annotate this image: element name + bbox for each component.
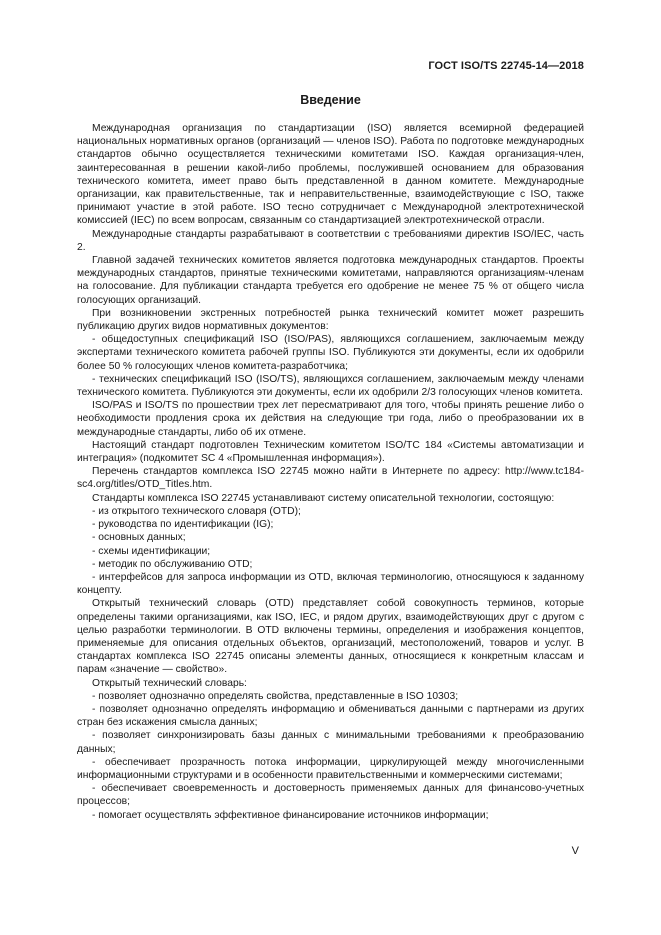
- list-item: - обеспечивает прозрачность потока информации, циркулирующей между многочисленными информационными структурами и в особенности правительственными и коммерческими системами;: [77, 756, 584, 781]
- list-item: - методик по обслуживанию OTD;: [92, 558, 253, 570]
- paragraph: Международные стандарты разрабатывают в соответствии с требованиями директив ISO/IEC, часть 2.: [77, 228, 584, 253]
- list-item: - технических спецификаций ISO (ISO/TS), являющихся соглашением, заключаемым между членами технического комитета. Публикуются эти документы, если их одобрили 2/3 голосующих членов комитета.: [77, 373, 584, 399]
- list-item: - обеспечивает своевременность и достоверность применяемых данных для финансово-учетных процессов;: [77, 783, 584, 808]
- list-item: - из открытого технического словаря (OTD);: [92, 505, 301, 517]
- list-item: - позволяет однозначно определять информацию и обмениваться данными с партнерами из других стран без искажения смысла данных;: [77, 703, 584, 729]
- page-number: V: [571, 845, 579, 857]
- paragraph: Перечень стандартов комплекса ISO 22745 можно найти в Интернете по адресу: http://www.tc184-sc4.org/titles/OTD_Titles.htm.: [77, 466, 584, 491]
- list-item: - интерфейсов для запроса информации из OTD, включая терминологию, относящуюся к заданному концепту.: [77, 571, 584, 597]
- section-title: Введение: [300, 93, 361, 107]
- paragraph: При возникновении экстренных потребностей рынка технический комитет может разрешить публикацию других видов нормативных документов:: [77, 307, 584, 333]
- list-item: - схемы идентификации;: [92, 545, 211, 557]
- list-item: - руководства по идентификации (IG);: [92, 519, 274, 531]
- list-item: - помогает осуществлять эффективное финансирование источников информации;: [92, 809, 489, 821]
- paragraph: Международная организация по стандартизации (ISO) является всемирной федерацией национальных нормативных органов (организаций — членов ISO). Работа по подготовке международных стандартов обычно осуществляется техническими комитетами ISO. Каждая организация-член, заинтересованная в решении какой-либо проблемы, послужившей основанием для образования технического комитета, имеет право быть представленной в данном комитете. Международные организации, как правительственные, так и неправительственные, взаимодействующие с ISO, также принимают участие в этой работе. ISO тесно сотрудничает с Международной электротехнической комиссией (IEC) по всем вопросам, связанным со стандартизацией электротехнической отрасли.: [77, 123, 584, 227]
- list-item: - общедоступных спецификаций ISO (ISO/PAS), являющихся соглашением, заключаемым между экспертами технического комитета рабочей группы ISO. Публикуются эти документы, если их одобрили более 50 % голосующих членов комитета-разработчика;: [77, 334, 584, 372]
- paragraph: Стандарты комплекса ISO 22745 устанавливают систему описательной технологии, состоящую:: [92, 492, 555, 504]
- paragraph: Открытый технический словарь (OTD) представляет собой совокупность терминов, которые определены такими организациями, как ISO, IEC, и рядом других, взаимодействующих друг с другом с целью разработки терминологии. В OTD включены термины, определения и изображения концептов, применяемые для описания отдельных объектов, организаций, местоположений, товаров и услуг. В стандартах комплекса ISO 22745 описаны элементы данных, относящиеся к конкретным классам и парам «значение — свойство».: [77, 598, 584, 676]
- document-body: [77, 122, 584, 822]
- list-item: - основных данных;: [92, 532, 186, 544]
- paragraph: ISO/PAS и ISO/TS по прошествии трех лет пересматривают для того, чтобы принять решение либо о необходимости продления срока их действия на следующие три года, либо о преобразовании их в международные стандарты, либо об их отмене.: [77, 400, 584, 438]
- list-item: - позволяет синхронизировать базы данных с минимальными требованиями к преобразованию данных;: [77, 730, 584, 755]
- paragraph: Открытый технический словарь:: [92, 677, 247, 689]
- paragraph: Главной задачей технических комитетов является подготовка международных стандартов. Проекты международных стандартов, принятые техническими комитетами, направляются организациям-членам на голосование. Для публикации стандарта требуется его одобрение не менее 75 % от общего числа голосующих организаций.: [77, 255, 584, 306]
- document-code: ГОСТ ISO/TS 22745-14—2018: [428, 60, 584, 72]
- paragraph: Настоящий стандарт подготовлен Техническим комитетом ISO/TC 184 «Системы автоматизации и интеграция» (подкомитет SC 4 «Промышленная информация»).: [77, 439, 584, 465]
- list-item: - позволяет однозначно определять свойства, представленные в ISO 10303;: [92, 690, 459, 702]
